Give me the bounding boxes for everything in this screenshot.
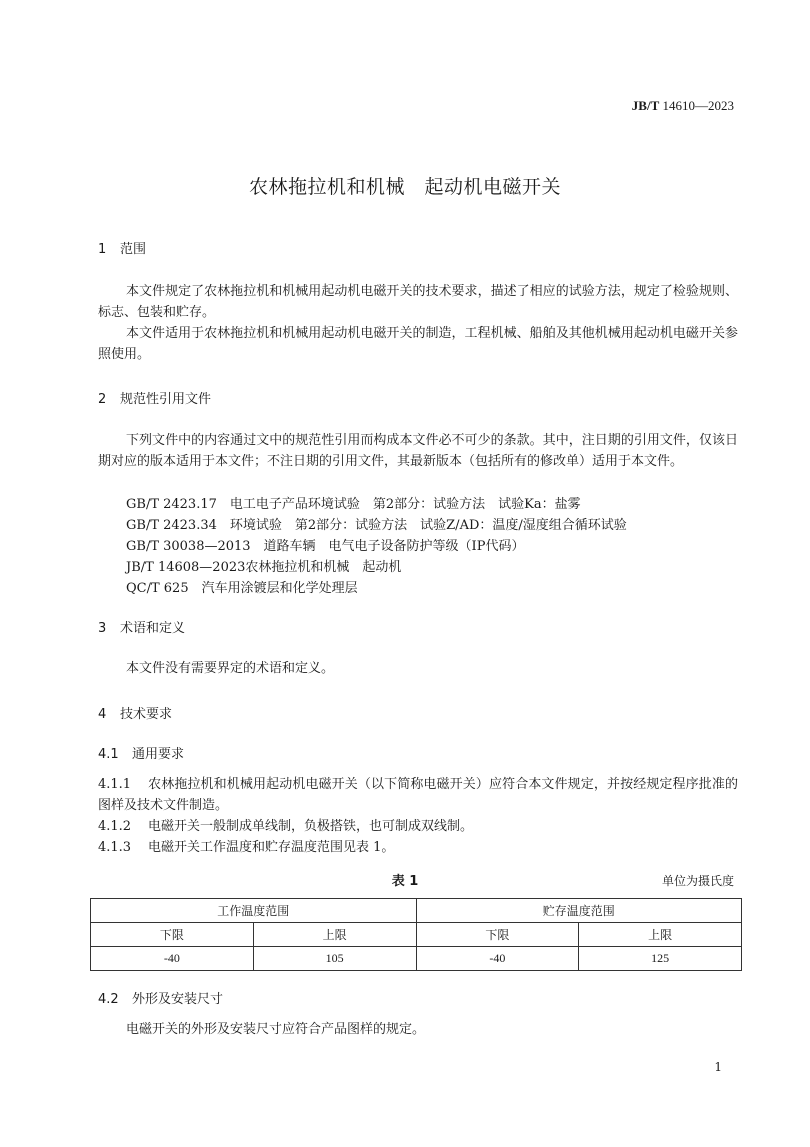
reference-item: JB/T 14608—2023农林拖拉机和机械 起动机 <box>126 560 402 575</box>
section-number: 1 <box>98 242 107 257</box>
table-cell: 105 <box>253 947 416 971</box>
subsection-4-2-heading <box>98 988 223 1007</box>
subsection-number: 4.1 <box>98 747 119 762</box>
table-header-row <box>91 899 742 923</box>
section-title: 术语和定义 <box>120 621 186 636</box>
table-group-header: 工作温度范围 <box>91 899 417 923</box>
table-cell: -40 <box>91 947 254 971</box>
table-caption: 表 1 <box>391 874 419 889</box>
temperature-range-table <box>90 898 742 971</box>
clause-4-1-1 <box>98 774 738 816</box>
table-unit: 单位为摄氏度 <box>661 874 734 888</box>
section-number: 4 <box>98 707 107 722</box>
clause-number: 4.1.1 <box>98 777 132 792</box>
subsection-4-2-paragraph-1: 电磁开关的外形及安装尺寸应符合产品图样的规定。 <box>126 1022 426 1037</box>
clause-text: 电磁开关工作温度和贮存温度范围见表 1。 <box>148 840 395 855</box>
standard-code: 14610—2023 <box>662 98 734 113</box>
subsection-4-1-heading <box>98 743 184 762</box>
subsection-number: 4.2 <box>98 992 119 1007</box>
document-title: 农林拖拉机和机械 起动机电磁开关 <box>248 176 561 198</box>
section-number: 3 <box>98 621 107 636</box>
table-cell: 125 <box>579 947 742 971</box>
clause-number: 4.1.2 <box>98 819 132 834</box>
subsection-title: 通用要求 <box>132 747 185 762</box>
reference-item: QC/T 625 汽车用涂镀层和化学处理层 <box>126 581 358 596</box>
section-1-heading <box>98 238 146 257</box>
page-number: 1 <box>714 1060 722 1074</box>
reference-item: GB/T 2423.17 电工电子产品环境试验 第2部分：试验方法 试验Ka：盐雾 <box>126 497 581 512</box>
subsection-title: 外形及安装尺寸 <box>132 992 224 1007</box>
reference-item: GB/T 30038—2013 道路车辆 电气电子设备防护等级（IP代码） <box>126 539 525 554</box>
table-subheader: 上限 <box>253 923 416 947</box>
table-subheader-row <box>91 923 742 947</box>
clause-4-1-2 <box>98 816 738 837</box>
clause-4-1-3 <box>98 837 738 858</box>
reference-item: GB/T 2423.34 环境试验 第2部分：试验方法 试验Z/AD：温度/湿度组合循环试验 <box>126 518 627 533</box>
table-cell: -40 <box>416 947 579 971</box>
table-row <box>91 947 742 971</box>
section-1-paragraph-2: 本文件适用于农林拖拉机和机械用起动机电磁开关的制造，工程机械、船舶及其他机械用起动机电磁开关参照使用。 <box>98 326 738 362</box>
section-1-paragraph-1: 本文件规定了农林拖拉机和机械用起动机电磁开关的技术要求，描述了相应的试验方法，规定了检验规则、标志、包装和贮存。 <box>98 284 738 320</box>
section-title: 范围 <box>120 242 147 257</box>
section-2-heading <box>98 388 211 407</box>
section-title: 技术要求 <box>120 707 173 722</box>
standard-prefix: JB/T <box>631 98 660 113</box>
standard-number-header <box>632 98 734 114</box>
clause-text: 电磁开关一般制成单线制，负极搭铁，也可制成双线制。 <box>148 819 474 834</box>
section-3-paragraph-1: 本文件没有需要界定的术语和定义。 <box>126 661 335 676</box>
section-number: 2 <box>98 392 107 407</box>
clause-text: 农林拖拉机和机械用起动机电磁开关（以下简称电磁开关）应符合本文件规定，并按经规定程序批准的图样及技术文件制造。 <box>98 777 738 813</box>
section-3-heading <box>98 617 185 636</box>
section-title: 规范性引用文件 <box>120 392 212 407</box>
section-4-heading <box>98 703 172 722</box>
table-subheader: 上限 <box>579 923 742 947</box>
table-subheader: 下限 <box>416 923 579 947</box>
table-group-header: 贮存温度范围 <box>416 899 742 923</box>
table-subheader: 下限 <box>91 923 254 947</box>
section-2-paragraph-1: 下列文件中的内容通过文中的规范性引用而构成本文件必不可少的条款。其中，注日期的引用文件，仅该日期对应的版本适用于本文件；不注日期的引用文件，其最新版本（包括所有的修改单）适用于本文件。 <box>98 433 738 469</box>
clause-number: 4.1.3 <box>98 840 132 855</box>
